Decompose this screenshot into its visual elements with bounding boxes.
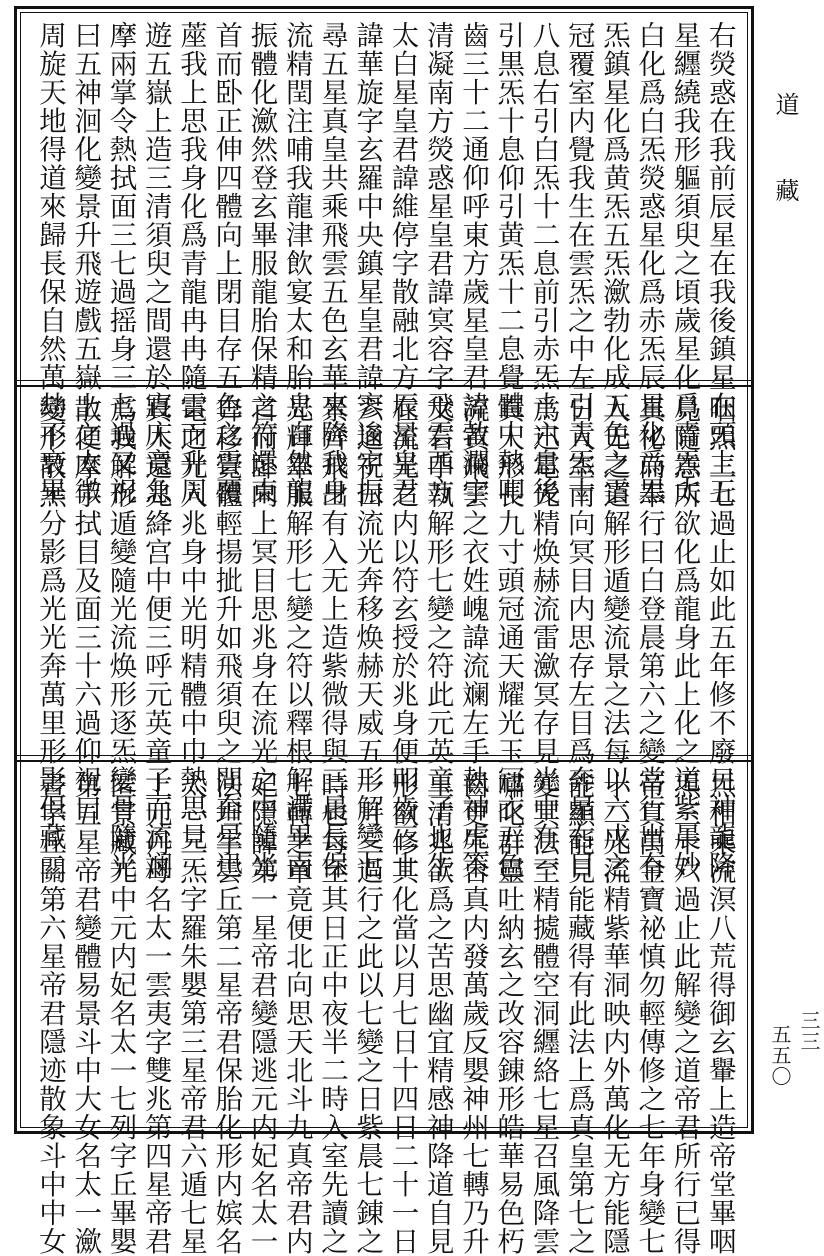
- text-column: 真祕而奉行曰白登晨第六之變當行出有: [633, 395, 666, 880]
- text-column: 蓙我上思我身化爲青龍冉冉隨雲而升周: [175, 21, 207, 506]
- text-column: 尋五星真皇共乘飛雲五色玄華來降我身: [316, 21, 348, 506]
- text-column: 齒更生合真内發萬歲反嬰神州七轉乃升: [457, 771, 489, 1256]
- text-panel-middle: [33, 395, 736, 880]
- text-column: 光輝畢服解形七變之符以釋根解滯畢南: [280, 395, 313, 880]
- text-column: 真人還兆絳宫中便三呼元英童子而流斓: [139, 395, 172, 880]
- text-column: 帝真萬金寶祕慎勿輕傳修之七年身變七: [633, 771, 666, 1256]
- text-column: 八息右引白炁十二息前引赤炁十六息後: [527, 21, 560, 506]
- text-column: 形欲修其化當以月七日十四日二十一日: [386, 771, 419, 1256]
- text-column: 清凝南方熒惑星皇君諱㝠容字飛雲西方: [421, 21, 454, 506]
- text-column: 白化爲白炁熒惑星化爲赤炁辰星化爲黒: [633, 21, 666, 506]
- text-column: 散便摩手拭目及面三十六過仰祝曰: [69, 395, 102, 823]
- text-column: 第五星帝君變體易景斗中大女名太一㶑: [69, 771, 102, 1256]
- text-column: 見隨意所欲化爲龍身此上化之道紫晨妙: [668, 395, 701, 880]
- text-column: 十二光流精紫華洞映内外萬化无方能隱: [598, 771, 630, 1256]
- text-column: 炁三十六過止此解變之道帝君所行已得: [668, 771, 701, 1256]
- text-column: 星纒繞我形軀須臾之頃歲星化爲青炁太: [668, 21, 701, 506]
- text-column: 文右手執解形七變之符此元英童子也生: [421, 395, 454, 880]
- text-column: 景齊飛出有入无上造紫微得與三晨長保: [316, 395, 348, 880]
- text-column: 一月三過行之此以七變之日紫晨七錬之: [351, 771, 384, 1256]
- text-column: 諱華旋字玄羅中央鎮星皇君諱寥逡字振: [351, 21, 384, 506]
- text-column: 匿景藏光中元内妃名太一七列字丘畢嬰: [104, 771, 137, 1256]
- text-column: 右熒惑在我前辰星在我後鎮星在頭上五: [703, 21, 736, 506]
- text-column: 流黄飛雲之衣姓㟴諱流斓左手執神虎策: [457, 395, 489, 880]
- text-column: 太白星皇君諱維停字散融北方辰星皇君: [386, 21, 419, 506]
- text-column: 變其法至精㨿體空洞纒絡七星召風降雲: [527, 771, 560, 1256]
- text-panel-top: [33, 21, 736, 506]
- text-column: 曰五神洄化變景升飛遊戲五嶽上之太微: [69, 21, 102, 506]
- margin-title-bottom: 藏: [771, 178, 799, 202]
- text-column: 嘯叱群靈吐納玄之改容錬形皓華易色朽: [492, 771, 525, 1256]
- text-column: 玉清兆欲爲之苦思幽宜精感神降道自見: [421, 771, 454, 1256]
- text-column: 能顯能見能藏得有此法上爲真皇第七之: [562, 771, 595, 1256]
- text-column: 摩兩掌令熱拭面三七過摇身三七過又祝: [104, 21, 137, 506]
- text-column: 咽炁三七過止如此五年修不廢日神龍降: [703, 395, 736, 880]
- text-column: 六通祝曰流光奔移焕赫天威五形解變七: [351, 395, 384, 880]
- text-column: 炁相乘流溟八荒得御玄轝上造帝堂畢咽: [703, 771, 736, 1256]
- folio-number: 五五〇: [768, 1024, 792, 1087]
- text-column: 爲我解形遁變隨光流焕形逐炁變骨隨光: [104, 395, 137, 880]
- text-column: 齒三十二通仰呼東方歲星皇君諱㪍瀾字: [457, 21, 489, 506]
- text-column: 爲迅電光精焕赫流雷㶑冥存見光中有一: [527, 395, 560, 880]
- text-column: 晝字丘關第六星帝君隱迹散象斗中中女: [34, 771, 66, 1256]
- text-column: 七轉之章竟便北向思天北斗九真帝君内: [280, 771, 313, 1256]
- text-panel-bottom: [33, 771, 736, 1256]
- text-column: 太一三炁字羅朱嬰第三星帝君六遁七星: [175, 771, 207, 1256]
- text-column: 上元丹母名太一雲夷字雙兆第四星帝君: [139, 771, 172, 1256]
- text-column: 引黒炁十息仰引黄炁十二息覺體中熱叩: [492, 21, 525, 506]
- text-column: 遊五嶽上造三清須臾之間還於寢床竟急: [139, 21, 172, 506]
- text-column: 冠覆室内覺我生在雲炁之中左引青炁十: [562, 21, 595, 506]
- text-column: 流精閏注哺我龍津飲宴太和胎息自然龍: [280, 21, 313, 506]
- text-column: 首而卧向上冥目思兆身在流光之中隨光: [245, 395, 278, 880]
- text-column: 奔移覺體輕揚㧗升如飛須臾之間奔星迅: [210, 395, 243, 880]
- text-column: 首而卧正伸四體向上閉目存五色之雲覆: [210, 21, 243, 506]
- text-column: 周旋天地得道來歸長保自然萬劫不衰畢: [34, 21, 66, 506]
- volume-number: 三三: [797, 1010, 821, 1052]
- text-column: 電之光入兆身中光明精體中巾熱思見: [175, 395, 207, 851]
- margin-title-top: 道: [771, 92, 799, 116]
- page-frame: [14, 6, 754, 1256]
- text-column: 變形散炁分影爲光光奔萬里形影俱藏二: [34, 395, 66, 880]
- text-column: 妃隱諱第一星帝君變隱逃元内妃名太一: [245, 771, 278, 1256]
- text-column: 炁鎮星化爲黄炁五炁㶑勃化成五色之雲: [598, 21, 630, 506]
- page-number: [766, 1010, 824, 1087]
- text-column: 日入室南向冥目内思存左目爲奔星右目: [562, 395, 595, 880]
- text-column: 振體化㶑然登玄畢服龍胎保精之符還東: [245, 21, 278, 506]
- text-column: 入无之道解形遁變流景之法每以六戊之: [598, 395, 630, 880]
- text-column: 法坦字雲丘第二星帝君保胎化形内嫔名: [210, 771, 243, 1256]
- text-column: 時也每至其日正中夜半二時入室先讀之: [316, 771, 348, 1256]
- text-column: 在流光之内以符玄授於兆身便叩齒三十: [386, 395, 419, 880]
- text-column: 真人形長九寸頭冠通天耀光玉冠衣五色: [492, 395, 525, 880]
